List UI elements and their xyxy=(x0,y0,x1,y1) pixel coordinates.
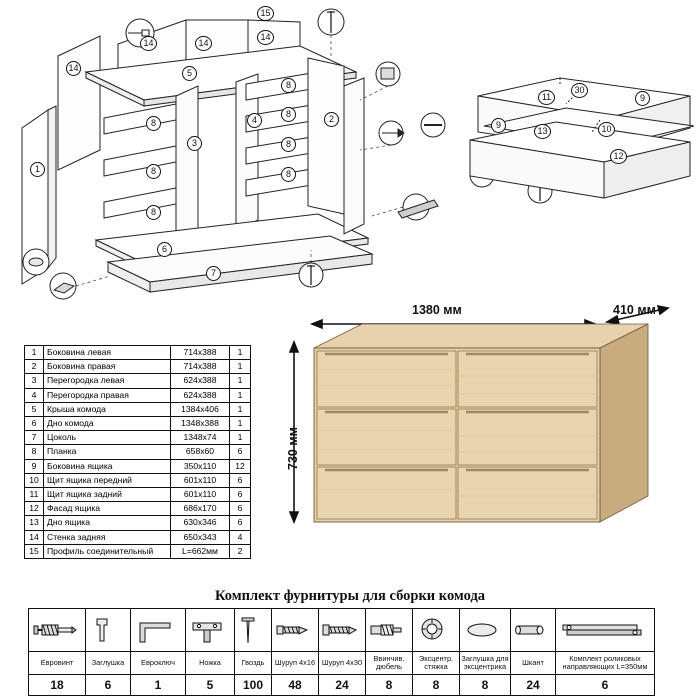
callout-9b: 9 xyxy=(635,91,650,106)
callout-8e: 8 xyxy=(281,107,296,122)
callout-12: 12 xyxy=(610,149,627,164)
hardware-count: 6 xyxy=(556,675,655,696)
table-row: 4 Перегородка правая 624x388 1 xyxy=(25,388,251,402)
callout-11: 11 xyxy=(538,90,555,105)
cam-lock-icon xyxy=(413,609,460,652)
table-row: 12 Фасад ящика 686x170 6 xyxy=(25,502,251,516)
table-row: 10 Щит ящика передний 601x110 6 xyxy=(25,473,251,487)
hardware-name: Ножка xyxy=(186,652,235,675)
height-dimension-label: 730 мм xyxy=(286,427,300,470)
hardware-name: Эксцентр. стяжка xyxy=(413,652,460,675)
table-row: 14 Стенка задняя 650x343 4 xyxy=(25,530,251,544)
depth-dimension-label: 410 мм xyxy=(613,303,656,317)
hardware-count: 18 xyxy=(29,675,86,696)
callout-10: 10 xyxy=(598,122,615,137)
hardware-name: Евроключ xyxy=(131,652,186,675)
callout-8f: 8 xyxy=(281,137,296,152)
hardware-icons-row xyxy=(29,609,655,652)
callout-14c: 14 xyxy=(195,36,212,51)
screw-4x30-icon xyxy=(319,609,366,652)
hardware-name: Евровинт xyxy=(29,652,86,675)
table-row: 15 Профиль соединительный L=662мм 2 xyxy=(25,544,251,558)
table-row: 1 Боковина левая 714x388 1 xyxy=(25,346,251,360)
callout-13: 13 xyxy=(534,124,551,139)
cam-cap-icon xyxy=(460,609,511,652)
parts-table-body xyxy=(25,346,251,559)
table-row: 8 Планка 658x60 6 xyxy=(25,445,251,459)
hardware-count: 5 xyxy=(186,675,235,696)
hardware-counts-row xyxy=(29,675,655,696)
drawer-slide-icon xyxy=(556,609,655,652)
hardware-name: Комплект роликовых направляющих L=350мм xyxy=(556,652,655,675)
table-row: 11 Щит ящика задний 601x110 6 xyxy=(25,488,251,502)
callout-3: 3 xyxy=(187,136,202,151)
hardware-kit-table xyxy=(28,608,655,696)
hardware-name: Шуруп 4x16 xyxy=(272,652,319,675)
callout-8a: 8 xyxy=(146,116,161,131)
callout-5: 5 xyxy=(182,66,197,81)
callout-1: 1 xyxy=(30,162,45,177)
table-row: 5 Крыша комода 1384x406 1 xyxy=(25,402,251,416)
callout-4: 4 xyxy=(247,113,262,128)
hardware-count: 24 xyxy=(511,675,556,696)
hardware-count: 8 xyxy=(460,675,511,696)
callout-2: 2 xyxy=(324,112,339,127)
dresser-body xyxy=(314,324,648,522)
foot-icon xyxy=(186,609,235,652)
table-row: 7 Цоколь 1348x74 1 xyxy=(25,431,251,445)
width-dimension-label: 1380 мм xyxy=(412,303,462,317)
hardware-name: Заглушка для эксцентрика xyxy=(460,652,511,675)
euroscrew-icon xyxy=(29,609,86,652)
nail-icon xyxy=(235,609,272,652)
hardware-kit-title: Комплект фурнитуры для сборки комода xyxy=(214,588,486,604)
callout-15: 15 xyxy=(257,6,274,21)
hardware-name: Гвоздь xyxy=(235,652,272,675)
callout-7: 7 xyxy=(206,266,221,281)
hardware-count: 1 xyxy=(131,675,186,696)
table-row: 9 Боковина ящика 350x110 12 xyxy=(25,459,251,473)
finished-dresser-view xyxy=(270,300,700,570)
callout-30: 30 xyxy=(571,83,588,98)
callout-14b: 14 xyxy=(140,36,157,51)
cap-icon xyxy=(86,609,131,652)
table-row: 13 Дно ящика 630x346 6 xyxy=(25,516,251,530)
hardware-count: 6 xyxy=(86,675,131,696)
allen-key-icon xyxy=(131,609,186,652)
callout-6: 6 xyxy=(157,242,172,257)
screw-4x16-icon xyxy=(272,609,319,652)
callout-8b: 8 xyxy=(146,164,161,179)
hardware-name: Ввинчив. дюбель xyxy=(366,652,413,675)
callout-8g: 8 xyxy=(281,167,296,182)
hardware-name: Шкант xyxy=(511,652,556,675)
callout-14d: 14 xyxy=(257,30,274,45)
hardware-name: Шуруп 4x30 xyxy=(319,652,366,675)
hardware-count: 24 xyxy=(319,675,366,696)
table-row: 2 Боковина правая 714x388 1 xyxy=(25,360,251,374)
callout-9a: 9 xyxy=(491,118,506,133)
callout-8c: 8 xyxy=(146,205,161,220)
table-row: 3 Перегородка левая 624x388 1 xyxy=(25,374,251,388)
callout-8d: 8 xyxy=(281,78,296,93)
callout-14a: 14 xyxy=(66,61,81,76)
hardware-count: 8 xyxy=(413,675,460,696)
hardware-count: 8 xyxy=(366,675,413,696)
dowel-icon xyxy=(511,609,556,652)
hardware-count: 100 xyxy=(235,675,272,696)
hardware-count: 48 xyxy=(272,675,319,696)
exploded-assembly-diagram xyxy=(0,0,700,320)
hardware-name: Заглушка xyxy=(86,652,131,675)
parts-table xyxy=(24,345,251,559)
hardware-names-row xyxy=(29,652,655,675)
screw-in-dowel-icon xyxy=(366,609,413,652)
table-row: 6 Дно комода 1348x388 1 xyxy=(25,417,251,431)
